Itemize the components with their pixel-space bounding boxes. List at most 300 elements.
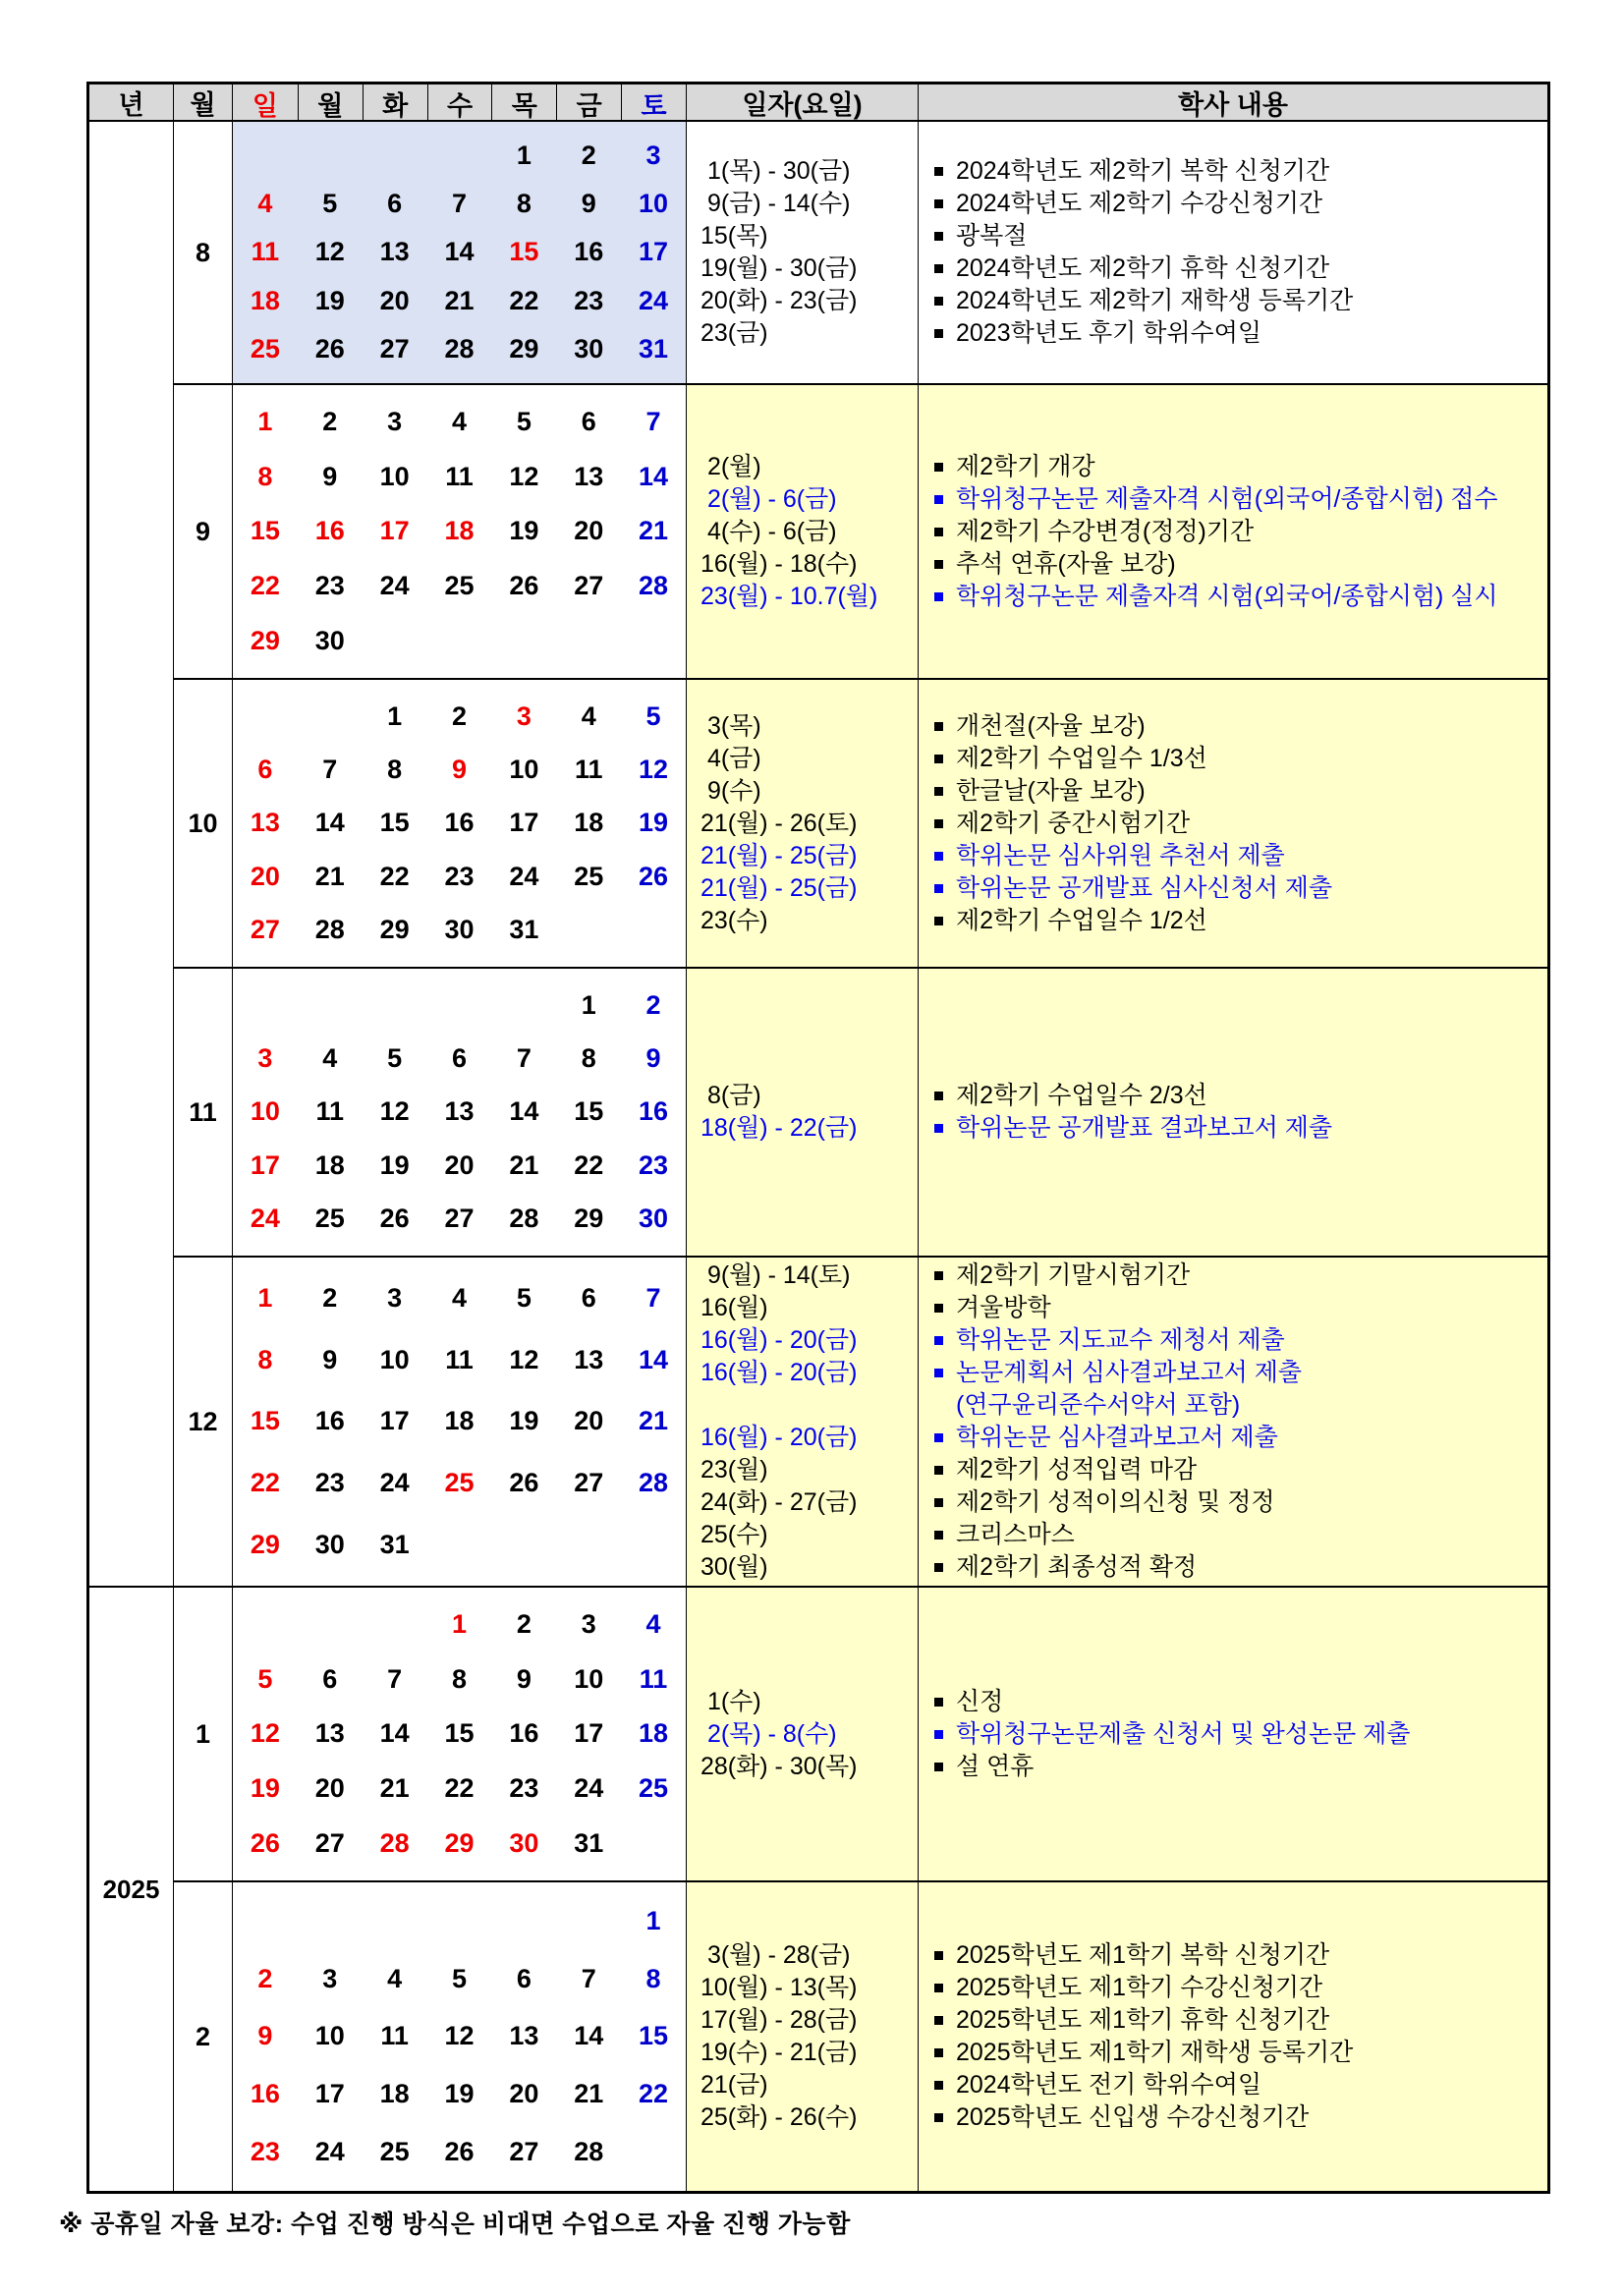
event-text: 제2학기 최종성적 확정 [956,1553,1198,1581]
calendar-day: 1 [387,700,403,731]
calendar-day: 6 [257,755,273,785]
calendar-day: 20 [314,1773,345,1804]
event-date: 25(수) [700,1521,768,1548]
calendar-day: 26 [639,861,669,891]
event-date: 28(화) - 30(목) [700,1752,858,1780]
event-text: 2023학년도 후기 학위수여일 [956,319,1262,347]
calendar-day: 27 [509,2137,539,2167]
calendar-day: 6 [581,407,596,437]
calendar-day: 12 [639,755,669,785]
calendar-day: 3 [387,1282,403,1313]
event-date [700,1389,918,1422]
event-text: 학위청구논문 제출자격 시험(외국어/종합시험) 접수 [956,484,1498,513]
calendar-day: 15 [250,1406,280,1436]
event-dates-column [687,1880,919,2191]
calendar-day: 14 [639,1344,669,1374]
calendar-day [491,1514,556,1576]
event-date: 19(수) - 21(금) [700,2039,858,2066]
calendar-day [233,690,298,743]
calendar-day: 4 [387,1963,403,1993]
event-row [934,1686,1547,1718]
calendar-day: 2 [516,1609,532,1640]
event-text: 학위논문 공개발표 결과보고서 제출 [956,1114,1333,1142]
calendar-day: 8 [257,461,273,491]
event-text: 2024학년도 제2학기 휴학 신청기간 [956,254,1330,282]
calendar-day: 10 [250,1096,280,1127]
calendar-day: 29 [379,915,410,945]
month-label: 11 [174,967,233,1256]
calendar-day: 30 [639,1204,669,1234]
event-row [934,808,1547,840]
calendar-day: 28 [639,1468,669,1498]
bullet-icon [934,1498,943,1507]
event-row [934,1080,1547,1112]
event-date: 16(월) - 18(수) [700,549,858,578]
calendar-day: 26 [444,2137,475,2167]
calendar-day: 5 [257,1663,273,1694]
event-text: 학위논문 심사위원 추천서 제출 [956,841,1285,869]
event-row [934,188,1547,220]
event-row [934,1486,1547,1519]
event-row [934,1292,1547,1324]
calendar-day: 6 [322,1663,338,1694]
month-calendar [233,967,687,1256]
month-calendar [233,678,687,967]
calendar-day [621,613,686,668]
event-text: 2024학년도 제2학기 재학생 등록기간 [956,287,1354,314]
calendar-day [556,613,621,668]
weekday-header-토: 토 [621,84,686,123]
event-content-column [919,1880,1547,2191]
event-dates-column [687,1586,919,1880]
event-row [934,285,1547,317]
event-text: 2024학년도 제2학기 수강신청기간 [956,190,1323,217]
calendar-day: 17 [314,2079,345,2109]
calendar-day: 15 [574,1096,604,1127]
weekday-header-월: 월 [298,84,363,123]
calendar-day: 5 [645,700,661,731]
calendar-day: 2 [645,989,661,1020]
calendar-day: 14 [639,461,669,491]
event-row [934,2069,1547,2101]
calendar-day: 20 [250,861,280,891]
event-dates-column [687,383,919,678]
calendar-day [298,132,363,180]
bullet-icon [934,1271,943,1280]
event-date: 24(화) - 27(금) [700,1488,858,1516]
event-date: 19(월) - 30(금) [700,254,858,282]
event-date: 20(화) - 23(금) [700,287,858,314]
calendar-day: 8 [645,1963,661,1993]
event-text: 논문계획서 심사결과보고서 제출 [956,1359,1302,1386]
calendar-day: 21 [444,285,475,315]
event-text: 광복절 [956,222,1028,250]
event-date: 8(금) [700,1082,761,1109]
event-row [934,872,1547,905]
calendar-day [491,1892,556,1950]
calendar-day [298,979,363,1032]
calendar-day: 1 [257,407,273,437]
calendar-day: 30 [444,915,475,945]
calendar-day: 7 [387,1663,403,1694]
calendar-day: 7 [645,1282,661,1313]
month-calendar [233,1586,687,1880]
event-text: 한글날(자율 보강) [956,776,1146,805]
calendar-day: 13 [574,461,604,491]
calendar-day: 13 [250,808,280,838]
calendar-day: 17 [379,516,410,546]
calendar-day: 9 [516,1663,532,1694]
bullet-icon [934,787,943,796]
event-row [934,1357,1547,1389]
bullet-icon [934,1763,943,1771]
calendar-day: 4 [581,700,596,731]
calendar-day: 18 [639,1718,669,1749]
calendar-day: 19 [314,285,345,315]
calendar-day: 15 [639,2021,669,2051]
event-row [934,1112,1547,1145]
event-text: 학위논문 심사결과보고서 제출 [956,1424,1278,1451]
calendar-day: 11 [445,461,474,491]
month-label: 8 [174,122,233,383]
calendar-day: 23 [574,285,604,315]
event-date: 21(금) [700,2071,768,2099]
calendar-day: 25 [314,1204,345,1234]
calendar-day: 8 [451,1663,467,1694]
calendar-day: 28 [639,571,669,601]
bullet-icon [934,1466,943,1475]
event-row [934,1939,1547,1972]
calendar-day: 10 [314,2021,345,2051]
calendar-day: 20 [509,2079,539,2109]
calendar-day [427,1514,492,1576]
calendar-day: 11 [639,1663,668,1694]
event-row [934,2101,1547,2134]
calendar-day: 25 [250,333,280,364]
calendar-day: 19 [509,1406,539,1436]
calendar-day: 13 [314,1718,345,1749]
calendar-day: 31 [509,915,539,945]
calendar-day: 10 [639,189,669,219]
calendar-day: 17 [379,1406,410,1436]
event-date: 2(월) - 6(금) [700,484,837,513]
calendar-day: 3 [645,140,661,171]
calendar-day: 10 [379,1344,410,1374]
calendar-day: 15 [509,237,539,267]
month-label: 12 [174,1256,233,1586]
bullet-icon [934,199,943,208]
calendar-day: 5 [516,407,532,437]
weekday-header-수: 수 [427,84,492,123]
calendar-day [621,1816,686,1871]
calendar-day: 31 [639,333,669,364]
event-row [934,548,1547,581]
calendar-day [427,1892,492,1950]
calendar-day: 21 [379,1773,410,1804]
calendar-day: 19 [379,1149,410,1180]
event-text: 추석 연휴(자율 보강) [956,549,1176,578]
calendar-day: 26 [509,1468,539,1498]
calendar-day: 13 [444,1096,475,1127]
event-row [934,1260,1547,1292]
calendar-day: 8 [581,1043,596,1074]
calendar-day: 29 [574,1204,604,1234]
calendar-day [363,979,427,1032]
calendar-day: 18 [444,516,475,546]
calendar-day: 7 [516,1043,532,1074]
calendar-day: 2 [257,1963,273,1993]
calendar-day: 10 [574,1663,604,1694]
calendar-day: 14 [444,237,475,267]
calendar-day [621,2123,686,2181]
calendar-day: 26 [509,571,539,601]
bullet-icon [934,1092,943,1100]
bullet-icon [934,560,943,569]
event-row [934,1551,1547,1584]
calendar-day: 22 [509,285,539,315]
calendar-day: 9 [322,1344,338,1374]
calendar-day: 29 [250,1530,280,1560]
calendar-day: 27 [314,1827,345,1858]
event-text: 학위논문 공개발표 심사신청서 제출 [956,873,1333,902]
calendar-day: 29 [509,333,539,364]
event-date: 10(월) - 13(목) [700,1974,858,2001]
calendar-day: 15 [379,808,410,838]
event-date: 1(목) - 30(금) [700,157,851,185]
event-row [934,743,1547,775]
event-text: 2025학년도 제1학기 수강신청기간 [956,1974,1323,2001]
calendar-day: 30 [314,1530,345,1560]
event-text: 2025학년도 제1학기 복학 신청기간 [956,1941,1330,1969]
calendar-day [556,1514,621,1576]
calendar-day: 13 [509,2021,539,2051]
month-label: 10 [174,678,233,967]
event-row [934,220,1547,252]
event-content-column [919,967,1547,1256]
calendar-day: 17 [574,1718,604,1749]
event-date: 16(월) [700,1294,768,1321]
calendar-day: 19 [509,516,539,546]
footer-note: ※ 공휴일 자율 보강: 수업 진행 방식은 비대면 수업으로 자율 진행 가능함 [59,2211,851,2238]
event-text: 제2학기 수업일수 1/3선 [956,744,1207,772]
bullet-icon [934,884,943,893]
calendar-day: 28 [379,1827,410,1858]
calendar-day: 3 [387,407,403,437]
bullet-icon [934,819,943,828]
event-row [934,516,1547,548]
event-date: 3(월) - 28(금) [700,1941,851,1969]
event-row [934,1519,1547,1551]
calendar-day [298,1892,363,1950]
year-label [89,122,174,1586]
calendar-day: 10 [379,461,410,491]
event-date: 23(금) [700,319,768,347]
calendar-day [491,979,556,1032]
header-content-col: 학사 내용 [919,84,1547,122]
calendar-day: 16 [314,1406,345,1436]
calendar-day: 5 [387,1043,403,1074]
calendar-day [363,1892,427,1950]
calendar-day: 26 [250,1827,280,1858]
calendar-day: 30 [314,625,345,655]
event-row [934,1454,1547,1486]
event-date: 4(수) - 6(금) [700,517,837,545]
bullet-icon [934,1698,943,1707]
bullet-icon [934,232,943,241]
calendar-day: 6 [581,1282,596,1313]
calendar-day: 17 [509,808,539,838]
calendar-day: 1 [451,1609,467,1640]
bullet-icon [934,2016,943,2025]
calendar-day: 19 [444,2079,475,2109]
calendar-day: 21 [639,516,669,546]
event-text: 2025학년도 제1학기 휴학 신청기간 [956,2006,1330,2034]
calendar-day: 22 [250,571,280,601]
calendar-day: 12 [444,2021,475,2051]
event-text: 2024학년도 제2학기 복학 신청기간 [956,157,1330,185]
event-text: 겨울방학 [956,1294,1051,1321]
calendar-day: 24 [314,2137,345,2167]
event-row [934,775,1547,808]
calendar-day [556,904,621,957]
calendar-day: 7 [451,189,467,219]
weekday-header-금: 금 [556,84,621,123]
calendar-day: 18 [250,285,280,315]
event-row [934,905,1547,937]
event-text: 제2학기 수업일수 1/2선 [956,906,1207,934]
calendar-day: 27 [250,915,280,945]
calendar-day: 23 [509,1773,539,1804]
calendar-day: 2 [581,140,596,171]
calendar-day [233,979,298,1032]
academic-calendar-table [86,82,1550,2194]
bullet-icon [934,592,943,601]
bullet-icon [934,2081,943,2090]
calendar-day: 2 [451,700,467,731]
event-row [934,1751,1547,1783]
calendar-day: 13 [379,237,410,267]
event-dates-column [687,967,919,1256]
calendar-day: 20 [379,285,410,315]
calendar-day: 11 [445,1344,474,1374]
event-text: 학위논문 지도교수 제청서 제출 [956,1326,1285,1354]
calendar-day: 18 [444,1406,475,1436]
calendar-day: 28 [509,1204,539,1234]
calendar-day: 30 [574,333,604,364]
event-date: 23(월) [700,1456,768,1484]
event-date: 4(금) [700,744,761,772]
calendar-day: 23 [250,2137,280,2167]
month-label: 2 [174,1880,233,2191]
event-text: 2025학년도 제1학기 재학생 등록기간 [956,2039,1354,2066]
calendar-day: 11 [315,1096,345,1127]
event-dates-column [687,122,919,383]
bullet-icon [934,1336,943,1345]
calendar-day [556,1892,621,1950]
event-content-column [919,383,1547,678]
event-row [934,451,1547,483]
header-year-col: 년 [89,84,174,122]
event-date: 9(금) - 14(수) [700,190,851,217]
calendar-day: 12 [509,461,539,491]
event-date: 9(수) [700,776,761,805]
calendar-day: 16 [639,1096,669,1127]
event-date: 1(수) [700,1687,761,1715]
bullet-icon [934,755,943,763]
calendar-day: 14 [379,1718,410,1749]
bullet-icon [934,1563,943,1572]
calendar-day: 22 [250,1468,280,1498]
calendar-day: 24 [509,861,539,891]
calendar-day [298,690,363,743]
calendar-day: 10 [509,755,539,785]
calendar-day: 12 [250,1718,280,1749]
bullet-icon [934,1304,943,1313]
event-row [934,1324,1547,1357]
event-row [934,1422,1547,1454]
calendar-day: 3 [516,700,532,731]
calendar-day: 20 [444,1149,475,1180]
event-date: 21(월) - 26(토) [700,809,858,837]
calendar-day: 2 [322,407,338,437]
bullet-icon [934,2113,943,2122]
calendar-day: 31 [574,1827,604,1858]
calendar-day: 14 [314,808,345,838]
calendar-day: 4 [451,407,467,437]
calendar-day: 3 [581,1609,596,1640]
calendar-day [363,613,427,668]
calendar-day: 21 [574,2079,604,2109]
calendar-day: 4 [322,1043,338,1074]
calendar-day: 15 [250,516,280,546]
bullet-icon [934,917,943,925]
calendar-day: 22 [379,861,410,891]
event-text: 크리스마스 [956,1521,1075,1548]
weekday-header-화: 화 [363,84,427,123]
calendar-day [233,132,298,180]
event-row [934,1718,1547,1751]
calendar-day: 24 [250,1204,280,1234]
event-content-column [919,678,1547,967]
calendar-day: 16 [444,808,475,838]
calendar-day: 9 [581,189,596,219]
calendar-day [621,1514,686,1576]
calendar-day: 21 [509,1149,539,1180]
event-content-column [919,122,1547,383]
calendar-day: 27 [444,1204,475,1234]
month-label: 9 [174,383,233,678]
bullet-icon [934,722,943,731]
calendar-day: 17 [639,237,669,267]
calendar-day: 11 [380,2021,409,2051]
calendar-day: 4 [645,1609,661,1640]
calendar-day: 4 [257,189,273,219]
event-row [934,155,1547,188]
event-date: 18(월) - 22(금) [700,1114,858,1142]
event-text: 학위청구논문제출 신청서 및 완성논문 제출 [956,1719,1411,1748]
calendar-day: 4 [451,1282,467,1313]
calendar-day: 11 [574,755,603,785]
calendar-day: 21 [639,1406,669,1436]
calendar-day: 28 [314,915,345,945]
header-month-col: 월 [174,84,233,122]
calendar-day: 28 [444,333,475,364]
calendar-day: 26 [379,1204,410,1234]
calendar-day: 12 [509,1344,539,1374]
calendar-day [621,904,686,957]
calendar-day: 11 [251,237,280,267]
calendar-day: 24 [574,1773,604,1804]
